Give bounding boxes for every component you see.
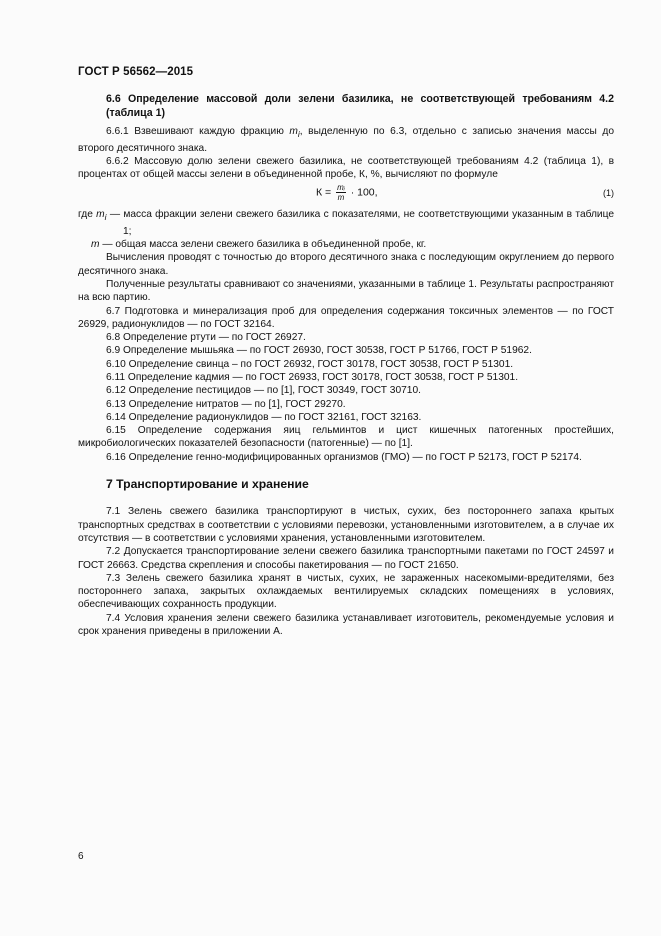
item-6-8: 6.8 Определение ртути — по ГОСТ 26927. xyxy=(106,332,306,344)
formula-numerator: mᵢ xyxy=(337,183,345,193)
document-header: ГОСТ Р 56562—2015 xyxy=(78,66,194,78)
paragraph-results: Полученные результаты сравнивают со значениями, указанными в таблице 1. Результаты распространяют на всю партию. xyxy=(78,278,614,304)
where-label: где xyxy=(78,209,97,221)
paragraph-7-1: 7.1 Зелень свежего базилика транспортируют в чистых, сухих, без постороннего запаха крытых транспортных средствах в соответствии с условиями перевозки, установленными изготовителем, а в случае их отсутствия — в соответствии с условиями хранения, установленными изготовителем. xyxy=(78,506,614,544)
paragraph-7-3: 7.3 Зелень свежего базилика хранят в чистых, сухих, не зараженных насекомыми-вредителями, без постороннего запаха, закрытых охлаждаемых вентилируемых складских помещениях в условиях, обеспечивающих сохранность продукции. xyxy=(78,572,614,611)
p661-text-a: 6.6.1 Взвешивают каждую фракцию xyxy=(106,126,290,138)
paragraph-7-4: 7.4 Условия хранения зелени свежего базилика устанавливает изготовитель, рекомендуемые условия и срок хранения приведены в приложении А. xyxy=(78,612,614,638)
var-m: m xyxy=(91,239,100,251)
paragraph-6-6-1 xyxy=(78,125,614,155)
item-6-14: 6.14 Определение радионуклидов — по ГОСТ 32161, ГОСТ 32163. xyxy=(106,411,422,423)
item-6-13: 6.13 Определение нитратов — по [1], ГОСТ 29270. xyxy=(106,398,346,410)
where-definition-m xyxy=(78,238,614,251)
item-6-7: 6.7 Подготовка и минерализация проб для определения содержания токсичных элементов — по ГОСТ 26929, радионуклидов — по ГОСТ 32164. xyxy=(78,305,614,330)
where-mi-text: — масса фракции зелени свежего базилика с показателями, не соответствующими указанным в таблице 1; xyxy=(106,209,615,237)
var-m: m xyxy=(96,209,105,221)
item-6-15: 6.15 Определение содержания яиц гельминтов и цист кишечных патогенных простейших, микробиологических показателей безопасности (патогенные) — по [1]. xyxy=(78,425,614,450)
p661-text-b: , выделенную по 6.3, отдельно с записью значения массы до второго десятичного знака. xyxy=(78,126,615,154)
item-6-12: 6.12 Определение пестицидов — по [1], ГОСТ 30349, ГОСТ 30710. xyxy=(106,385,421,397)
item-6-9: 6.9 Определение мышьяка — по ГОСТ 26930, ГОСТ 30538, ГОСТ Р 51766, ГОСТ Р 51962. xyxy=(106,345,532,357)
section-6-6-heading: 6.6 Определение массовой доли зелени базилика, не соответствующей требованиям 4.2 (таблица 1) xyxy=(106,93,614,119)
formula-expression xyxy=(316,183,378,202)
section-7-heading: 7 Транспортирование и хранение xyxy=(106,477,309,492)
where-definition-mi xyxy=(78,208,614,238)
item-6-10: 6.10 Определение свинца – по ГОСТ 26932, ГОСТ 30178, ГОСТ 30538, ГОСТ Р 51301. xyxy=(106,358,514,370)
formula-1 xyxy=(78,181,614,208)
paragraph-6-6-2: 6.6.2 Массовую долю зелени свежего базилика, не соответствующей требованиям 4.2 (таблица 1), в процентах от общей массы зелени в объединенной пробе, К, %, вычисляют по формуле xyxy=(78,155,614,181)
var-sub-i: i xyxy=(297,129,300,140)
page-number: 6 xyxy=(78,851,84,862)
var-sub-i: i xyxy=(104,212,107,223)
formula-fraction xyxy=(336,183,346,202)
document-body xyxy=(78,93,614,638)
var-m: m xyxy=(289,126,298,138)
item-6-16: 6.16 Определение генно-модифицированных организмов (ГМО) — по ГОСТ Р 52173, ГОСТ Р 52174. xyxy=(106,451,582,463)
formula-rhs: · 100, xyxy=(350,186,378,199)
formula-lhs: К = xyxy=(316,186,332,199)
where-m-text: — общая масса зелени свежего базилика в объединенной пробе, кг. xyxy=(99,239,427,251)
item-6-11: 6.11 Определение кадмия — по ГОСТ 26933, ГОСТ 30178, ГОСТ 30538, ГОСТ Р 51301. xyxy=(106,372,519,383)
formula-denominator: m xyxy=(337,193,345,203)
paragraph-7-2: 7.2 Допускается транспортирование зелени свежего базилика транспортными пакетами по ГОСТ 24597 и ГОСТ 26663. Средства скрепления и способы пакетирования — по ГОСТ 21650. xyxy=(78,546,614,571)
paragraph-calculation: Вычисления проводят с точностью до второго десятичного знака с последующим округлением до первого десятичного знака. xyxy=(78,252,614,277)
equation-number: (1) xyxy=(603,188,614,199)
